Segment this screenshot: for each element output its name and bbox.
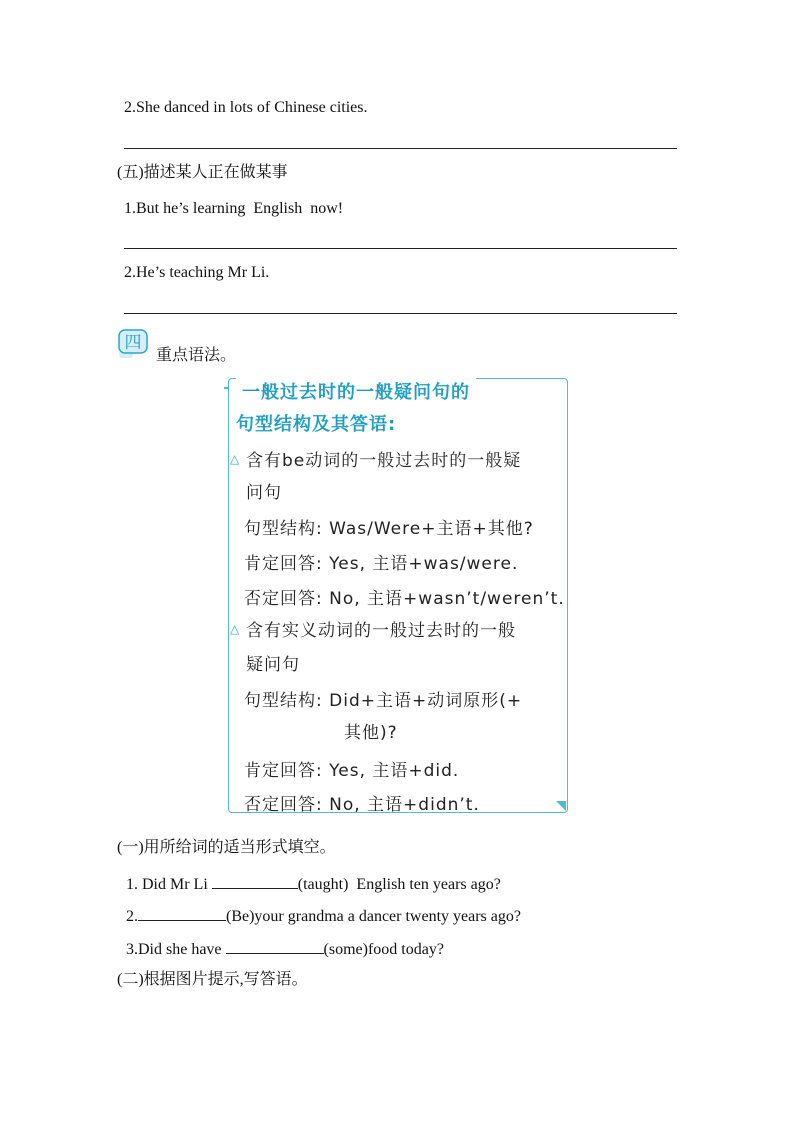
card-header-line1: 一般过去时的一般疑问句的 (236, 378, 476, 404)
svg-text:四: 四 (124, 333, 142, 353)
card-corner-mark (556, 801, 566, 811)
triangle-bullet-icon: △ (230, 622, 240, 636)
card-part2-yes: 肯定回答: Yes, 主语+did. (244, 761, 460, 781)
sentence-she-danced: 2.She danced in lots of Chinese cities. (124, 99, 368, 116)
exercise-heading: (一)用所给词的适当形式填空。 (117, 839, 336, 856)
answer-line (124, 248, 677, 249)
card-part2-structure1: 句型结构: Did+主语+动词原形(+ (244, 691, 523, 711)
card-part1-line1: 含有be动词的一般过去时的一般疑 (246, 451, 522, 471)
card-header-dash (224, 387, 228, 389)
card-part2-structure2: 其他)? (344, 723, 398, 743)
card-part1-line2: 问句 (246, 483, 282, 503)
sentence-teaching-mr-li: 2.He’s teaching Mr Li. (124, 264, 270, 281)
exercise-question-2: 2. (Be)your grandma a dancer twenty years ago? (126, 904, 521, 927)
fill-blank[interactable] (226, 937, 324, 954)
exercise-heading: (二)根据图片提示,写答语。 (117, 971, 308, 988)
card-part2-line1: 含有实义动词的一般过去时的一般 (246, 621, 516, 641)
triangle-bullet-icon: △ (230, 452, 240, 466)
exercise-question-1: 1. Did Mr Li (taught) English ten years ago? (126, 872, 501, 895)
card-part1-no: 否定回答: No, 主语+wasn’t/weren’t. (244, 589, 565, 609)
card-part1-yes: 肯定回答: Yes, 主语+was/were. (244, 554, 519, 574)
fill-blank[interactable] (212, 872, 298, 889)
fill-blank[interactable] (138, 904, 226, 921)
card-part2-no: 否定回答: No, 主语+didn’t. (244, 795, 480, 815)
sentence-learning-english: 1.But he’s learning English now! (124, 200, 344, 217)
answer-line (124, 313, 677, 314)
section-heading: (五)描述某人正在做某事 (117, 164, 288, 181)
card-part1-structure: 句型结构: Was/Were+主语+其他? (244, 519, 534, 539)
section-four-badge-icon (116, 328, 150, 358)
card-part2-line2: 疑问句 (246, 655, 300, 675)
section-title: 重点语法。 (156, 347, 237, 364)
answer-line (124, 148, 677, 149)
card-header-line2: 句型结构及其答语: (236, 410, 396, 436)
exercise-question-3: 3.Did she have (some)food today? (126, 937, 444, 960)
